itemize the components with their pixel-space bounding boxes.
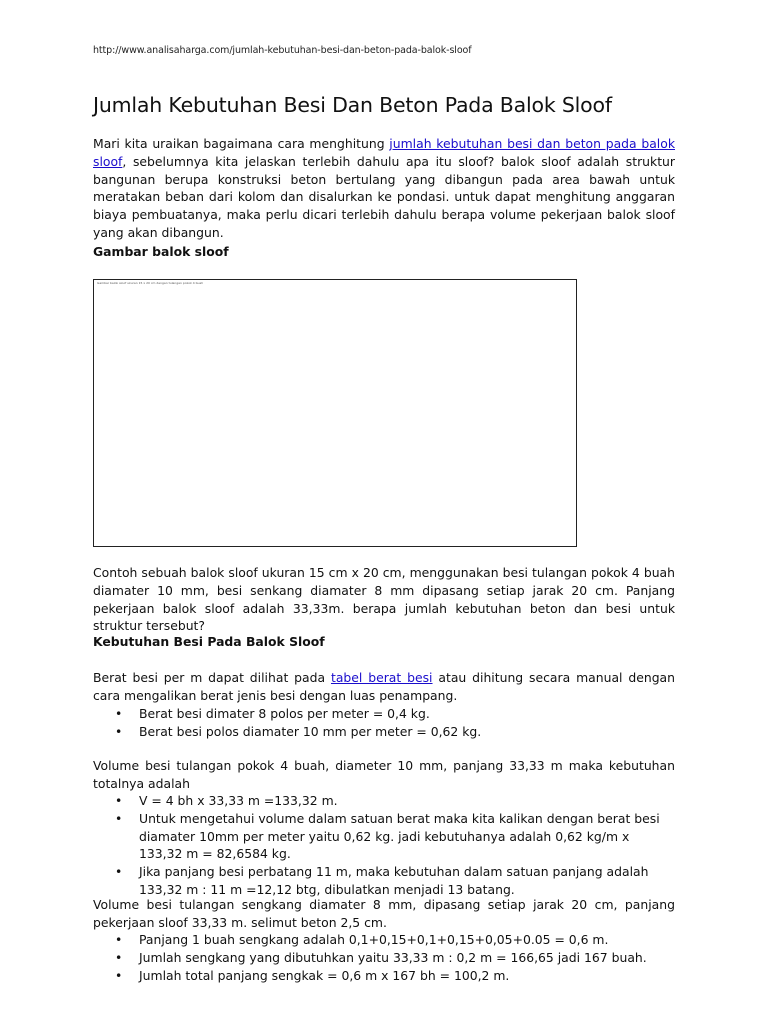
list-item xyxy=(93,792,675,810)
intro-text-end: , sebelumnya kita jelaskan terlebih dahulu apa itu sloof? balok sloof adalah struktur bangunan berupa konstruksi beton bertulang yang dibangun pada area bawah untuk meratakan beban dari kolom dan disalurkan ke pondasi. untuk dapat menghitung anggaran biaya pembuatanya, maka perlu dicari terlebih dahulu berapa volume pekerjaan balok sloof yang akan dibangun. xyxy=(93,153,675,240)
bullet-icon: • xyxy=(115,932,123,947)
list-item-text: Jika panjang besi perbatang 11 m, maka kebutuhan dalam satuan panjang adalah 133,32 m : 11 m =12,12 btg, dibulatkan menjadi 13 batang. xyxy=(139,864,649,897)
bullet-icon: • xyxy=(115,706,123,721)
weight-table-link[interactable]: tabel berat besi xyxy=(330,670,433,685)
bullet-icon: • xyxy=(115,810,123,826)
article-title: Jumlah Kebutuhan Besi Dan Beton Pada Balok Sloof xyxy=(93,93,612,117)
intro-text-start: Mari kita uraikan bagaimana cara menghitung xyxy=(93,136,390,151)
list-item-text: Panjang 1 buah sengkang adalah 0,1+0,15+0,1+0,15+0,05+0.05 = 0,6 m. xyxy=(139,932,609,947)
source-url: http://www.analisaharga.com/jumlah-kebutuhan-besi-dan-beton-pada-balok-sloof xyxy=(93,45,472,56)
weight-text-start: Berat besi per m dapat dilihat pada xyxy=(93,670,331,685)
list-item xyxy=(93,949,675,967)
figure-heading: Gambar balok sloof xyxy=(93,244,229,259)
list-item-text: Berat besi dimater 8 polos per meter = 0,4 kg. xyxy=(139,706,430,721)
bullet-icon: • xyxy=(115,864,123,880)
list-item xyxy=(93,810,675,863)
list-item xyxy=(93,705,675,723)
bullet-icon: • xyxy=(115,793,123,808)
weight-text-end: atau dihitung secara manual dengan cara mengalikan berat jenis besi dengan luas penampang. xyxy=(93,670,676,703)
bullet-icon: • xyxy=(115,967,123,983)
bullet-icon: • xyxy=(115,949,123,965)
list-item-text: Untuk mengetahui volume dalam satuan berat maka kita kalikan dengan berat besi diamater 10mm per meter yaitu 0,62 kg. jadi kebutuhanya adalah 0,62 kg/m x 133,32 m = 82,6584 kg. xyxy=(139,810,660,862)
list-item xyxy=(93,723,675,741)
list-item-text: Jumlah total panjang sengkak = 0,6 m x 167 bh = 100,2 m. xyxy=(139,967,510,983)
figure-image-frame xyxy=(93,279,577,547)
example-paragraph: Contoh sebuah balok sloof ukuran 15 cm x 20 cm, menggunakan besi tulangan pokok 4 buah diamater 10 mm, besi senkang diamater 8 mm dipasang setiap jarak 20 cm. Panjang pekerjaan balok sloof adalah 33,33m. berapa jumlah kebutuhan beton dan besi untuk struktur tersebut? xyxy=(93,565,675,634)
bullet-icon: • xyxy=(115,723,123,739)
list-item-text: Berat besi polos diamater 10 mm per meter = 0,62 kg. xyxy=(139,723,482,739)
list-item-text: Jumlah sengkang yang dibutuhkan yaitu 33,33 m : 0,2 m = 166,65 jadi 167 buah. xyxy=(139,949,647,965)
intro-link[interactable]: jumlah kebutuhan besi dan beton pada balok sloof xyxy=(93,136,675,169)
main-volume-paragraph: Volume besi tulangan pokok 4 buah, diameter 10 mm, panjang 33,33 m maka kebutuhan totalnya adalah xyxy=(93,758,675,791)
intro-paragraph xyxy=(93,135,675,242)
stirrup-list xyxy=(93,931,675,984)
weight-list xyxy=(93,705,675,741)
list-item-text: V = 4 bh x 33,33 m =133,32 m. xyxy=(139,793,338,808)
list-item xyxy=(93,863,675,899)
list-item xyxy=(93,967,675,985)
list-item xyxy=(93,931,675,949)
main-volume-list xyxy=(93,792,675,899)
weight-paragraph xyxy=(93,669,675,705)
section-heading: Kebutuhan Besi Pada Balok Sloof xyxy=(93,634,325,649)
stirrup-paragraph: Volume besi tulangan sengkang diamater 8 mm, dipasang setiap jarak 20 cm, panjang pekerjaan sloof 33,33 m. selimut beton 2,5 cm. xyxy=(93,897,675,930)
figure-caption: Gambar balok sloof ukuran 15 x 20 cm dengan tulangan pokok 4 buah xyxy=(97,281,204,285)
